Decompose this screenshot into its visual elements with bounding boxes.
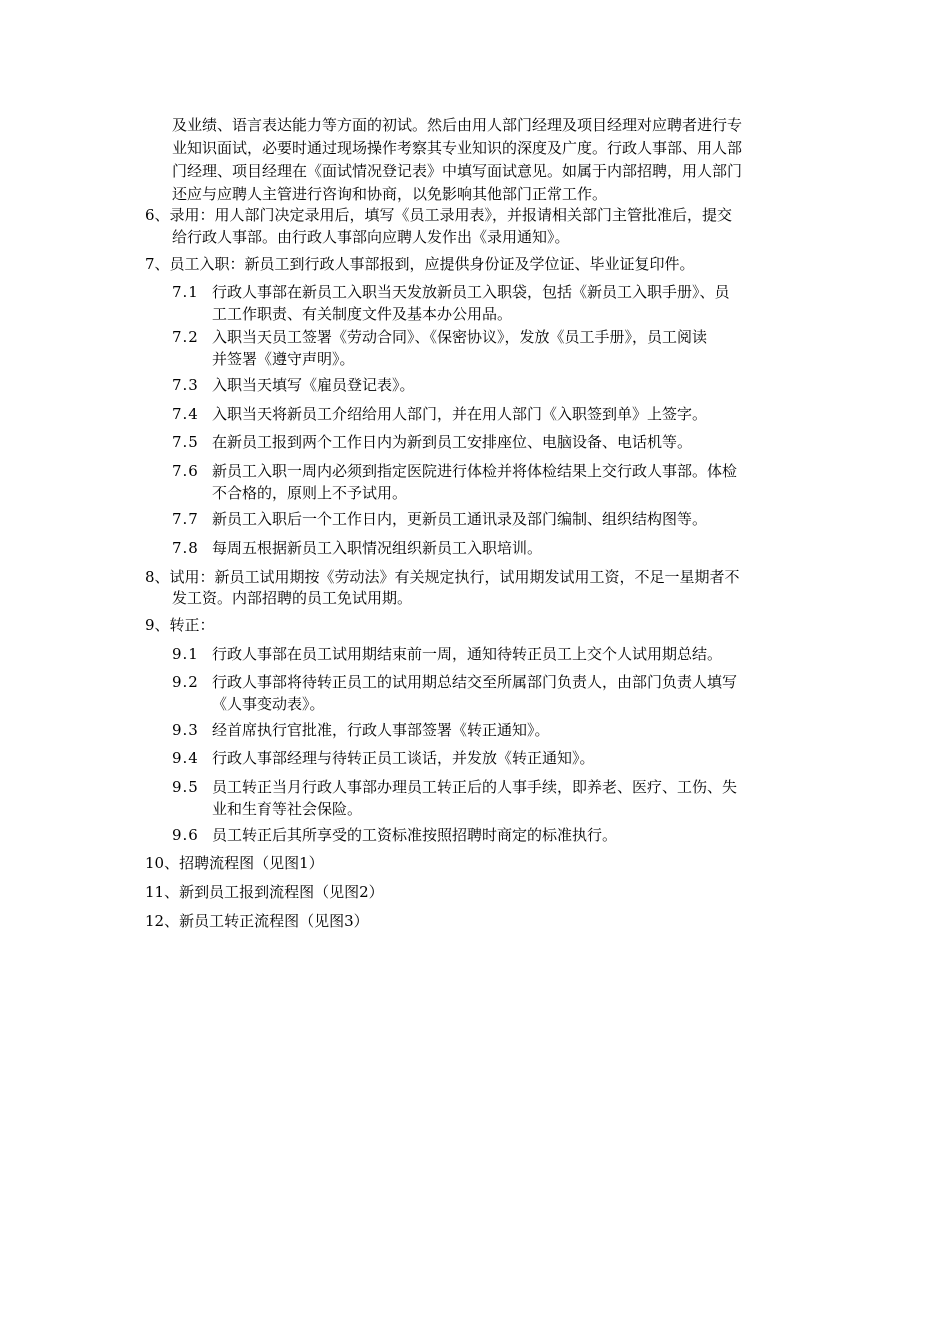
sub-item-number: 7.7 xyxy=(172,510,199,528)
sub-item-9-4 xyxy=(172,747,812,769)
sub-item-line: 并签署《遵守声明》。 xyxy=(212,350,355,368)
sub-item-number: 7.2 xyxy=(172,328,199,346)
sub-item-text xyxy=(212,281,800,325)
intro-line: 业知识面试，必要时通过现场操作考察其专业知识的深度及广度。行政人事部、用人部 xyxy=(172,139,743,157)
sub-item-number: 9.2 xyxy=(172,673,199,691)
sub-item-9-6 xyxy=(172,824,812,846)
sub-item-line: 入职当天填写《雇员登记表》。 xyxy=(212,376,415,394)
item-6-line: 给行政人事部。由行政人事部向应聘人发作出《录用通知》。 xyxy=(172,228,570,246)
sub-item-line: 业和生育等社会保险。 xyxy=(212,800,363,818)
sub-item-line: 经首席执行官批准，行政人事部签署《转正通知》。 xyxy=(212,721,550,739)
sub-item-text xyxy=(212,747,800,769)
sub-item-line: 《人事变动表》。 xyxy=(212,695,325,713)
sub-item-line: 行政人事部在新员工入职当天发放新员工入职袋，包括《新员工入职手册》、员 xyxy=(212,283,730,301)
intro-line: 门经理、项目经理在《面试情况登记表》中填写面试意见。如属于内部招聘，用人部门 xyxy=(172,162,743,180)
item-12-line: 12、新员工转正流程图（见图3） xyxy=(145,912,369,930)
sub-item-line: 每周五根据新员工入职情况组织新员工入职培训。 xyxy=(212,539,543,557)
sub-item-line: 在新员工报到两个工作日内为新到员工安排座位、电脑设备、电话机等。 xyxy=(212,433,693,451)
sub-item-7-6 xyxy=(172,460,812,504)
sub-item-text xyxy=(212,431,800,453)
sub-item-7-1 xyxy=(172,281,812,325)
sub-item-9-1 xyxy=(172,643,812,665)
sub-item-number: 9.4 xyxy=(172,749,199,767)
sub-item-text xyxy=(212,643,800,665)
item-8-line: 8、试用：新员工试用期按《劳动法》有关规定执行，试用期发试用工资，不足一星期者不 xyxy=(145,568,740,586)
sub-item-number: 7.6 xyxy=(172,462,199,480)
intro-paragraph xyxy=(172,114,812,206)
sub-item-number: 7.1 xyxy=(172,283,199,301)
sub-item-text xyxy=(212,719,800,741)
sub-item-7-3 xyxy=(172,374,812,396)
sub-item-line: 入职当天员工签署《劳动合同》、《保密协议》，发放《员工手册》，员工阅读 xyxy=(212,328,708,346)
intro-line: 及业绩、语言表达能力等方面的初试。然后由用人部门经理及项目经理对应聘者进行专 xyxy=(172,116,743,134)
sub-item-text xyxy=(212,537,800,559)
sub-item-text xyxy=(212,776,800,820)
item-11-line: 11、新到员工报到流程图（见图2） xyxy=(145,883,384,901)
item-6-line: 6、录用：用人部门决定录用后，填写《员工录用表》，并报请相关部门主管批准后，提交 xyxy=(145,206,733,224)
sub-item-line: 行政人事部在员工试用期结束前一周，通知待转正员工上交个人试用期总结。 xyxy=(212,645,723,663)
sub-item-text xyxy=(212,403,800,425)
sub-item-number: 9.1 xyxy=(172,645,199,663)
sub-item-line: 员工转正当月行政人事部办理员工转正后的人事手续，即养老、医疗、工伤、失 xyxy=(212,778,738,796)
sub-item-7-4 xyxy=(172,403,812,425)
sub-item-7-8 xyxy=(172,537,812,559)
sub-item-text xyxy=(212,824,800,846)
sub-item-line: 新员工入职一周内必须到指定医院进行体检并将体检结果上交行政人事部。体检 xyxy=(212,462,738,480)
sub-item-9-5 xyxy=(172,776,812,820)
sub-item-text xyxy=(212,460,800,504)
item-8-line: 发工资。内部招聘的员工免试用期。 xyxy=(172,589,413,607)
sub-item-number: 9.3 xyxy=(172,721,199,739)
sub-item-7-2 xyxy=(172,326,812,370)
sub-item-line: 行政人事部经理与待转正员工谈话，并发放《转正通知》。 xyxy=(212,749,595,767)
sub-item-text xyxy=(212,671,800,715)
sub-item-line: 不合格的，原则上不予试用。 xyxy=(212,484,408,502)
sub-item-9-3 xyxy=(172,719,812,741)
item-9-heading: 9、转正： xyxy=(145,616,215,634)
sub-item-number: 7.4 xyxy=(172,405,199,423)
sub-item-line: 行政人事部将待转正员工的试用期总结交至所属部门负责人，由部门负责人填写 xyxy=(212,673,738,691)
sub-item-7-7 xyxy=(172,508,812,530)
sub-item-line: 工工作职责、有关制度文件及基本办公用品。 xyxy=(212,305,513,323)
sub-item-number: 9.5 xyxy=(172,778,199,796)
sub-item-number: 7.3 xyxy=(172,376,199,394)
sub-item-text xyxy=(212,508,800,530)
item-7-heading: 7、员工入职：新员工到行政人事部报到，应提供身份证及学位证、毕业证复印件。 xyxy=(145,255,695,273)
intro-line: 还应与应聘人主管进行咨询和协商，以免影响其他部门正常工作。 xyxy=(172,185,608,203)
sub-item-number: 9.6 xyxy=(172,826,199,844)
sub-item-line: 新员工入职后一个工作日内，更新员工通讯录及部门编制、组织结构图等。 xyxy=(212,510,708,528)
sub-item-text xyxy=(212,326,800,370)
sub-item-number: 7.8 xyxy=(172,539,199,557)
sub-item-7-5 xyxy=(172,431,812,453)
sub-item-line: 入职当天将新员工介绍给用人部门，并在用人部门《入职签到单》上签字。 xyxy=(212,405,708,423)
item-10-line: 10、招聘流程图（见图1） xyxy=(145,854,324,872)
sub-item-9-2 xyxy=(172,671,812,715)
sub-item-line: 员工转正后其所享受的工资标准按照招聘时商定的标准执行。 xyxy=(212,826,618,844)
sub-item-text xyxy=(212,374,800,396)
sub-item-number: 7.5 xyxy=(172,433,199,451)
